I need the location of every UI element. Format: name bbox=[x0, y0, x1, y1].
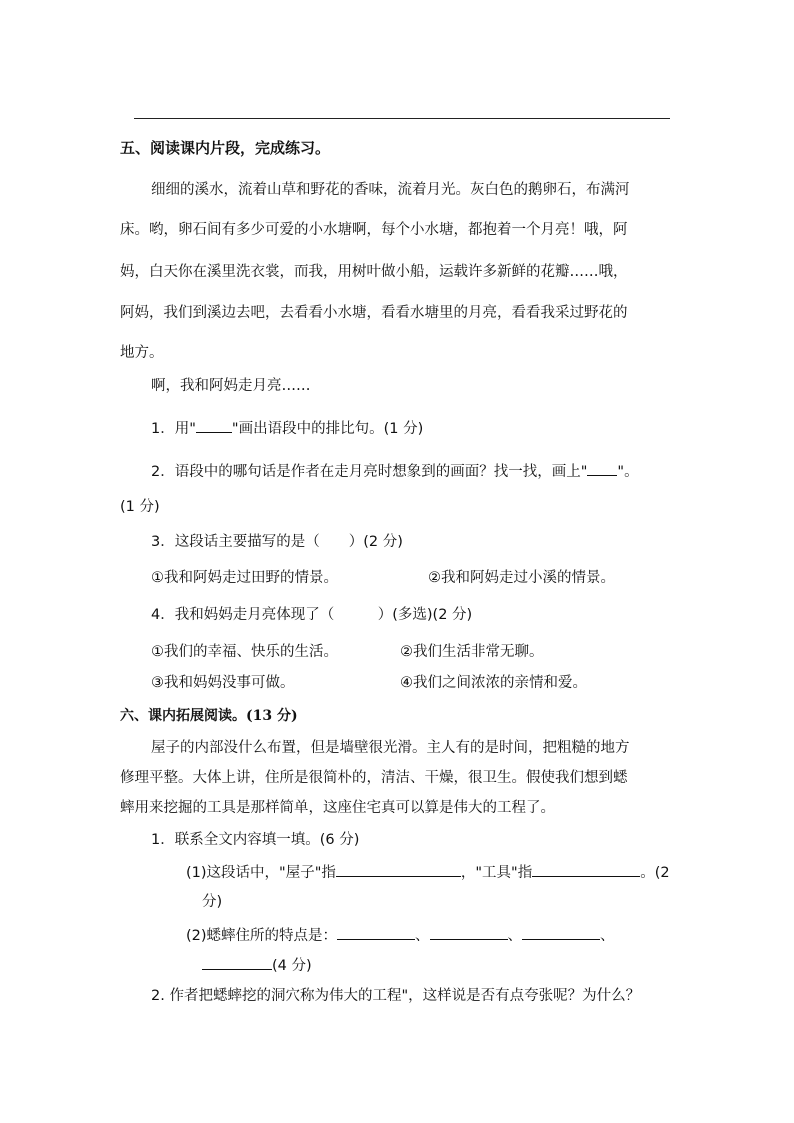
section5-question-3-option-2[interactable]: ②我和阿妈走过小溪的情景。 bbox=[428, 570, 615, 586]
section5-passage-line-4: 阿妈，我们到溪边去吧，去看看小水塘，看看水塘里的月亮，看看我采过野花的 bbox=[120, 305, 628, 321]
section5-question-3: 3．这段话主要描写的是（ ）(2 分) bbox=[151, 534, 403, 550]
section5-title: 五、阅读课内片段，完成练习。 bbox=[120, 139, 331, 157]
section5-question-4: 4．我和妈妈走月亮体现了（ ）(多选)(2 分) bbox=[151, 607, 473, 623]
question-score: (4 分) bbox=[272, 958, 312, 974]
section6-question-2: 2. 作者把蟋蟀挖的洞穴称为伟大的工程"，这样说是否有点夸张呢？为什么？ bbox=[151, 988, 641, 1004]
question-text: (2)蟋蟀住所的特点是： bbox=[186, 928, 338, 944]
answer-blank-2[interactable] bbox=[430, 925, 508, 940]
question-text: "画出语段中的排比句。(1 分) bbox=[231, 421, 424, 437]
section5-question-1 bbox=[151, 418, 423, 439]
section6-question-1-part-1-score: 分) bbox=[202, 894, 223, 910]
header-rule bbox=[134, 118, 670, 119]
section5-passage-end: 啊，我和阿妈走月亮…… bbox=[151, 378, 311, 394]
answer-blank-3[interactable] bbox=[522, 925, 600, 940]
question-text: (1)这段话中，"屋子"指 bbox=[186, 865, 336, 881]
answer-blank-4[interactable] bbox=[202, 955, 272, 970]
answer-blank[interactable] bbox=[196, 418, 232, 433]
section5-passage-line-3: 妈，白天你在溪里洗衣裳，而我，用树叶做小船，运载许多新鲜的花瓣……哦， bbox=[120, 264, 628, 280]
separator: 、 bbox=[600, 928, 615, 944]
answer-blank[interactable] bbox=[587, 461, 617, 476]
section6-title: 六、课内拓展阅读。(13 分) bbox=[120, 708, 298, 724]
answer-blank-1[interactable] bbox=[337, 925, 415, 940]
section5-question-4-option-3[interactable]: ③我和妈妈没事可做。 bbox=[151, 675, 295, 691]
section5-question-4-option-1[interactable]: ①我们的幸福、快乐的生活。 bbox=[151, 644, 338, 660]
section5-passage-line-2: 床。哟，卵石间有多少可爱的小水塘啊，每个小水塘，都抱着一个月亮！哦，阿 bbox=[120, 222, 628, 238]
question-text: ，"工具"指 bbox=[460, 865, 533, 881]
separator: 、 bbox=[415, 928, 430, 944]
section6-question-1-part-2-cont bbox=[202, 955, 312, 976]
answer-blank-tool[interactable] bbox=[532, 862, 640, 877]
section6-passage-line-2: 修理平整。大体上讲，住所是很简朴的，清洁、干燥，很卫生。假使我们想到蟋 bbox=[120, 770, 628, 786]
section6-question-1: 1．联系全文内容填一填。(6 分) bbox=[151, 832, 360, 848]
section5-passage-line-1: 细细的溪水，流着山草和野花的香味，流着月光。灰白色的鹅卵石，布满河 bbox=[151, 182, 630, 198]
separator: 、 bbox=[507, 928, 523, 944]
section5-question-4-option-2[interactable]: ②我们生活非常无聊。 bbox=[400, 644, 544, 660]
section5-passage-line-5: 地方。 bbox=[120, 345, 164, 361]
section6-question-1-part-1 bbox=[186, 862, 670, 883]
section6-passage-line-1: 屋子的内部没什么布置，但是墙壁很光滑。主人有的是时间，把粗糙的地方 bbox=[151, 740, 630, 756]
section6-question-1-part-2 bbox=[186, 925, 615, 946]
question-text: 。(2 bbox=[640, 865, 670, 881]
section5-question-3-option-1[interactable]: ①我和阿妈走过田野的情景。 bbox=[151, 570, 338, 586]
question-text: 2．语段中的哪句话是作者在走月亮时想象到的画面？找一找，画上" bbox=[151, 464, 588, 480]
section5-question-2 bbox=[151, 461, 639, 482]
question-text: 1．用" bbox=[151, 421, 196, 437]
section5-question-2-score: (1 分) bbox=[120, 499, 160, 515]
answer-blank-house[interactable] bbox=[336, 862, 461, 877]
question-text: "。 bbox=[617, 464, 639, 480]
section6-passage-line-3: 蟀用来挖掘的工具是那样简单，这座住宅真可以算是伟大的工程了。 bbox=[120, 800, 555, 816]
section5-question-4-option-4[interactable]: ④我们之间浓浓的亲情和爱。 bbox=[400, 675, 587, 691]
